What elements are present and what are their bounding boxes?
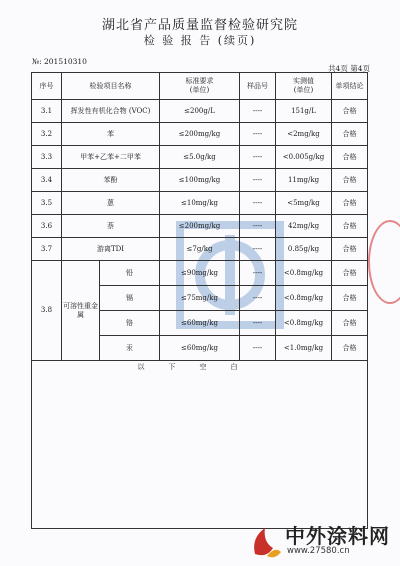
row-item: 苯 — [62, 123, 160, 146]
table-row — [32, 261, 368, 286]
row-measured: <5mg/kg — [276, 192, 332, 215]
col-item: 检验项目名称 — [62, 73, 160, 100]
metal-name: 铅 — [100, 261, 160, 286]
row-standard: ≤60mg/kg — [160, 311, 240, 336]
row-measured: <0.8mg/kg — [276, 311, 332, 336]
row-result: 合格 — [332, 261, 368, 286]
col-measured: 实测值 (单位) — [276, 73, 332, 100]
row-sample: ---- — [240, 100, 276, 123]
row-sample: ---- — [240, 311, 276, 336]
row-item: 挥发性有机化合物 (VOC) — [62, 100, 160, 123]
row-result: 合格 — [332, 336, 368, 361]
row-sample: ---- — [240, 286, 276, 311]
row-no: 3.6 — [32, 215, 62, 238]
row-sample: ---- — [240, 123, 276, 146]
row-measured: <0.8mg/kg — [276, 261, 332, 286]
col-no: 序号 — [32, 73, 62, 100]
row-sample: ---- — [240, 146, 276, 169]
table-row — [32, 123, 368, 146]
row-measured: <2mg/kg — [276, 123, 332, 146]
page-info: 共4页 第4页 — [328, 64, 370, 73]
row-result: 合格 — [332, 123, 368, 146]
row-item: 苯酚 — [62, 169, 160, 192]
row-no: 3.8 — [32, 261, 62, 361]
table-row — [32, 100, 368, 123]
official-seal-stamp-icon — [368, 220, 400, 304]
row-standard: ≤200g/L — [160, 100, 240, 123]
table-row — [32, 169, 368, 192]
row-standard: ≤200mg/kg — [160, 123, 240, 146]
row-standard: ≤200mg/kg — [160, 215, 240, 238]
row-standard: ≤60mg/kg — [160, 336, 240, 361]
row-sample: ---- — [240, 238, 276, 261]
row-standard: ≤5.0g/kg — [160, 146, 240, 169]
row-standard: ≤7g/kg — [160, 238, 240, 261]
row-standard: ≤90mg/kg — [160, 261, 240, 286]
row-result: 合格 — [332, 238, 368, 261]
logo-url: www.27580.cn — [287, 546, 350, 556]
row-standard: ≤75mg/kg — [160, 286, 240, 311]
row-result: 合格 — [332, 146, 368, 169]
row-measured: 151g/L — [276, 100, 332, 123]
row-measured: 0.85g/kg — [276, 238, 332, 261]
row-item: 蒽 — [62, 192, 160, 215]
logo-name: 中外涂料网 — [285, 524, 390, 548]
report-subtitle: 检 验 报 告 (续页) — [143, 34, 257, 47]
row-no: 3.1 — [32, 100, 62, 123]
institute-title: 湖北省产品质量监督检验研究院 — [101, 18, 298, 33]
col-sample: 样品号 — [240, 73, 276, 100]
row-standard: ≤100mg/kg — [160, 169, 240, 192]
row-item: 甲苯+乙苯+二甲苯 — [62, 146, 160, 169]
row-item: 萘 — [62, 215, 160, 238]
col-standard: 标准要求 (单位) — [160, 73, 240, 100]
row-sample: ---- — [240, 336, 276, 361]
row-measured: 11mg/kg — [276, 169, 332, 192]
row-no: 3.7 — [32, 238, 62, 261]
document-number: №: 201510310 — [32, 57, 87, 66]
below-blank-note: 以下空白 — [32, 361, 368, 529]
row-no: 3.5 — [32, 192, 62, 215]
table-row — [32, 192, 368, 215]
row-result: 合格 — [332, 192, 368, 215]
table-row — [32, 215, 368, 238]
metal-name: 铬 — [100, 311, 160, 336]
row-sample: ---- — [240, 261, 276, 286]
row-result: 合格 — [332, 286, 368, 311]
metal-name: 汞 — [100, 336, 160, 361]
row-result: 合格 — [332, 100, 368, 123]
table-blank-row — [32, 361, 368, 529]
table-row — [32, 146, 368, 169]
row-measured: <0.8mg/kg — [276, 286, 332, 311]
row-no: 3.4 — [32, 169, 62, 192]
row-measured: 42mg/kg — [276, 215, 332, 238]
row-result: 合格 — [332, 169, 368, 192]
row-item: 可溶性重金属 — [62, 261, 100, 361]
table-header-row — [32, 73, 368, 100]
table-row — [32, 238, 368, 261]
row-measured: <0.005g/kg — [276, 146, 332, 169]
metal-name: 镉 — [100, 286, 160, 311]
row-result: 合格 — [332, 311, 368, 336]
row-no: 3.3 — [32, 146, 62, 169]
row-result: 合格 — [332, 215, 368, 238]
row-sample: ---- — [240, 169, 276, 192]
row-measured: <1.0mg/kg — [276, 336, 332, 361]
inspection-results-table — [31, 72, 368, 529]
row-no: 3.2 — [32, 123, 62, 146]
row-item: 游离TDI — [62, 238, 160, 261]
row-sample: ---- — [240, 192, 276, 215]
row-sample: ---- — [240, 215, 276, 238]
col-result: 单项结论 — [332, 73, 368, 100]
row-standard: ≤10mg/kg — [160, 192, 240, 215]
